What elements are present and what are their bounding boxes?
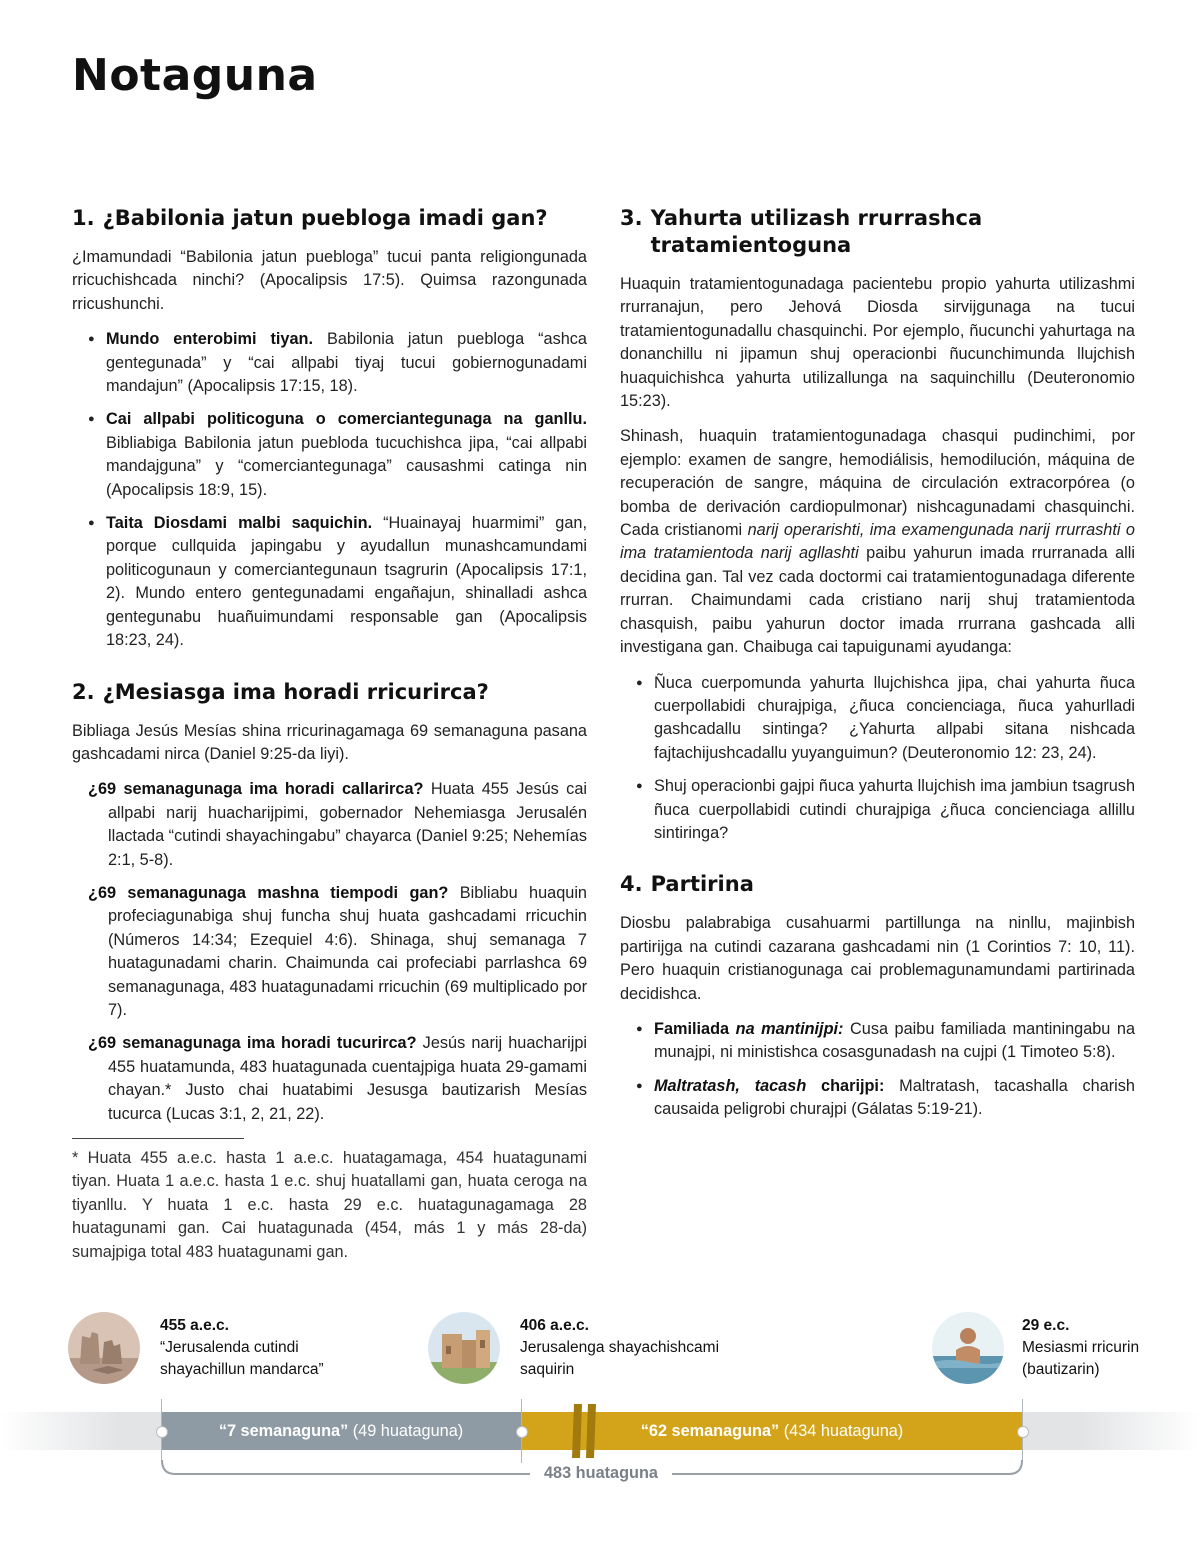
event-year: 455 — [160, 1317, 186, 1334]
list-item — [88, 408, 587, 502]
segment-7-weeks — [161, 1412, 521, 1450]
section-intro: Diosbu palabrabiga cusahuarmi partillunga na ninllu, majinbish partirijga na cutindi cazarana gashcadami nin (1 Corintios 7: 10, 11). Pero huaquin cristianogunaga cai problemagunamundami partirinada decidishca. — [620, 914, 1135, 1003]
question-lead: ¿69 semanagunaga ima horadi tucurirca? — [88, 1034, 417, 1053]
bullet-list — [620, 672, 1135, 846]
bullet-lead-italic: na mantinijpi: — [729, 1019, 844, 1038]
event-date — [1022, 1315, 1139, 1337]
paragraph-text: paibu yahurun imada rrurranada alli decidina gan. Tal vez cada doctormi cai tratamientogunadaga diferente rrurran. Chaimundami cada cristiano narij shuj tratamientoda chasquish, paibu yahurun doctor imada rrurrana gashcada alli investigana gan. Chaibuga cai tapuigunami ayudanga: — [620, 544, 1135, 657]
baptism-icon — [932, 1312, 1004, 1384]
event-caption: Mesiasmi rricurin — [1022, 1339, 1140, 1356]
section-intro: Bibliaga Jesús Mesías shina rricurinagamaga 69 semanaguna pasana gashcadami nirca (Daniel 9:25-da liyi). — [72, 721, 587, 763]
event-caption: shayachillun mandarca” — [160, 1361, 324, 1378]
event-date — [160, 1315, 324, 1337]
page-title: Notaguna — [72, 50, 318, 101]
bullet-text: Cusa paibu familiada mantiningabu na munajpi, ni ministishca cosasgunadash na cujpi (1 Timoteo 5:8). — [654, 1019, 1135, 1062]
event-date — [520, 1315, 719, 1337]
section-heading — [72, 205, 587, 232]
list-item: ● Shuj operacionbi gajpi ñuca yahurta llujchish ima jambiun tsagrush ñuca cuerpollabidi cutindi churajpiga ¿ñuca concienciaga allillu sintiringa? — [636, 775, 1135, 845]
section-title: Yahurta utilizash rrurrashca tratamientoguna — [650, 206, 983, 257]
question-text: Jesús narij huacharijpi 455 huatamunda, 483 huatagunada cuentajpiga huata 29-gamami chayan.* Justo chai huatabimi Jesusga bautizarish Mesías tucurca (Lucas 3:1, 2, 21, 22). — [108, 1034, 587, 1123]
paragraph — [620, 425, 1135, 659]
bullet-lead: Taita Diosdami malbi saquichin. — [106, 514, 373, 533]
section-heading — [620, 205, 1135, 259]
segment-years: (49 huataguna) — [348, 1421, 464, 1440]
event-era: a.e.c. — [185, 1317, 229, 1334]
question-list — [72, 778, 587, 1126]
section-number: 3. — [620, 206, 643, 230]
rebuilt-city-icon — [428, 1312, 500, 1384]
section-number: 2. — [72, 679, 95, 704]
footnote: * Huata 455 a.e.c. hasta 1 a.e.c. huatagamaga, 454 huatagunami tiyan. Huata 1 a.e.c. hasta 1 e.c. shuj huatallami gan, huata ceroga na tiyanllu. Y huata 1 e.c. hasta 29 e.c. huatagunagamaga 28 huatagunami gan. Cai huatagunada (454, más 1 y más 28-da) sumajpiga total 483 huatagunami gan. — [72, 1149, 587, 1261]
event-caption: (bautizarin) — [1022, 1361, 1100, 1378]
paragraph: Huaquin tratamientogunadaga pacientebu propio yahurta utilizashmi rrurranajun, pero Jehová Diosda sirvijgunaga na tucui tratamientogunadallu chasquinchi. Por ejemplo, ñucunchi yahurtaga na donanchillu ni jipamun shuj operacionbi ñucunchimunda llujchish huaquichishca yahurta utilizallunga na saquinchillu (Deuteronomio 15:23). — [620, 275, 1135, 411]
bullet-text: Maltratash, tacashalla charish causaida peligrobi churajpi (Gálatas 5:19-21). — [654, 1076, 1135, 1119]
section-heading — [620, 871, 1135, 898]
event-era: a.e.c. — [545, 1317, 589, 1334]
total-years: 483 huataguna — [530, 1464, 672, 1483]
left-column — [72, 205, 587, 1290]
event-year: 29 — [1022, 1317, 1040, 1334]
section-title: ¿Babilonia jatun puebloga imadi gan? — [102, 206, 548, 230]
bullet-text: Bibliabiga Babilonia jatun puebloda tucuchishca jipa, “cai allpabi mandajguna” y “comerciantegunaga” causashmi catinga nin (Apocalipsis 18:9, 15). — [106, 433, 587, 499]
list-item — [636, 1018, 1135, 1065]
section-title: ¿Mesiasga ima horadi rricurirca? — [102, 679, 489, 704]
event-era: e.c. — [1039, 1317, 1070, 1334]
question-lead: ¿69 semanagunaga mashna tiempodi gan? — [88, 883, 449, 902]
section-heading — [72, 679, 587, 706]
bullet-text: Babilonia jatun puebloga “ashca gentegunada” y “cai allpabi tiyaj tucui gobiernogunadami mandajun” (Apocalipsis 17:15, 18). — [106, 330, 587, 396]
list-item — [88, 512, 587, 652]
right-column — [620, 205, 1135, 1148]
timeline-event-29 — [1022, 1315, 1139, 1381]
section-intro: ¿Imamundadi “Babilonia jatun puebloga” tucui panta religiongunada rricuchishcada ninchi? (Apocalipsis 17:5). Quimsa razongunada rricushunchi. — [72, 248, 587, 313]
bullet-lead: charijpi: — [806, 1076, 885, 1095]
segment-years: (434 huataguna) — [779, 1421, 904, 1440]
bullet-list — [72, 328, 587, 652]
section-tratamientos — [620, 205, 1135, 845]
event-year: 406 — [520, 1317, 546, 1334]
bullet-list — [620, 1018, 1135, 1122]
paragraph-text: Shinash, huaquin tratamientogunadaga chasqui pudinchimi, por ejemplo: examen de sangre, hemodiálisis, hemodilución, máquina de recuperación de sangre, máquina de circulación extracorpórea (o bomba de derivación cardiopulmonar) nishcagunadami chasquinchi. Cada cristianomi — [620, 427, 1135, 540]
bullet-lead: Cai allpabi politicoguna o comerciantegunaga na ganllu. — [106, 410, 587, 429]
bullet-text: “Huainayaj huarmimi” gan, porque cullquida japingabu y ayudallun munashcamundami politicogunaun y comerciantegunaun tsagrurin (Apocalipsis 17:1, 2). Mundo entero gentegunadami engañajun, shinalladi ashca gentegunabu huañuimundami responsable gan (Apocalipsis 18:23, 24). — [106, 514, 587, 650]
segment-label: “7 semanaguna” — [218, 1421, 349, 1440]
event-caption: saquirin — [520, 1361, 575, 1378]
event-caption: Jerusalenga shayachishcami — [520, 1339, 720, 1356]
list-item — [88, 778, 587, 872]
section-mesias — [72, 679, 587, 1265]
bullet-lead: Mundo enterobimi tiyan. — [106, 330, 314, 349]
question-text: Bibliabu huaquin profeciagunabiga shuj funcha shuj huata gashcadami rricuchin (Números 14:34; Ezequiel 4:6). Shinaga, shuj semanaga 7 huatagunadami charin. Chaimunda cai profeciabi parrlashca 69 semanagunaga, 483 huatagunadami rricuchin (69 multiplicado por 7). — [108, 883, 587, 1019]
segment-label: “62 semanaguna” — [640, 1421, 780, 1440]
question-lead: ¿69 semanagunaga ima horadi callarirca? — [88, 780, 424, 799]
bullet-lead: Familiada — [654, 1019, 730, 1038]
list-item — [88, 328, 587, 398]
timeline-event-455 — [160, 1315, 324, 1381]
list-item — [88, 1032, 587, 1126]
bullet-lead-italic: Maltratash, tacash — [654, 1076, 807, 1095]
footnote-divider — [72, 1138, 244, 1139]
section-babilonia — [72, 205, 587, 653]
list-item: ● Ñuca cuerpomunda yahurta llujchishca jipa, chai yahurta ñuca cuerpollabidi churajpiga, ¿ñuca concienciaga, ñuca yahurlladi gashcadallu sintinga? ¿Yahurta allpabi sitana nishcada fajtachijushcadallu yuyanguimun? (Deuteronomio 12: 23, 24). — [636, 672, 1135, 766]
timeline-event-406 — [520, 1315, 719, 1381]
marker-406 — [516, 1426, 528, 1438]
marker-29 — [1017, 1426, 1029, 1438]
ruined-city-icon — [68, 1312, 140, 1384]
paragraph-italic: narij operarishti, ima examengunada narij rrurrashti o ima tratamientoda narij agllashti — [620, 521, 1135, 563]
marker-455 — [156, 1426, 168, 1438]
list-item — [88, 882, 587, 1022]
section-number: 4. — [620, 872, 643, 897]
section-title: Partirina — [650, 872, 754, 897]
timeline — [0, 1300, 1200, 1500]
question-text: Huata 455 Jesús cai allpabi narij huacharijpimi, gobernador Nehemiasga Jerusalén llactada “cutindi shayachingabu” chayarca (Daniel 9:25; Nehemías 2:1, 5-8). — [108, 780, 587, 869]
list-item — [636, 1075, 1135, 1122]
time-gap-icon — [568, 1404, 604, 1458]
event-caption: “Jerusalenda cutindi — [160, 1339, 299, 1356]
section-partirina — [620, 871, 1135, 1121]
section-number: 1. — [72, 206, 95, 230]
